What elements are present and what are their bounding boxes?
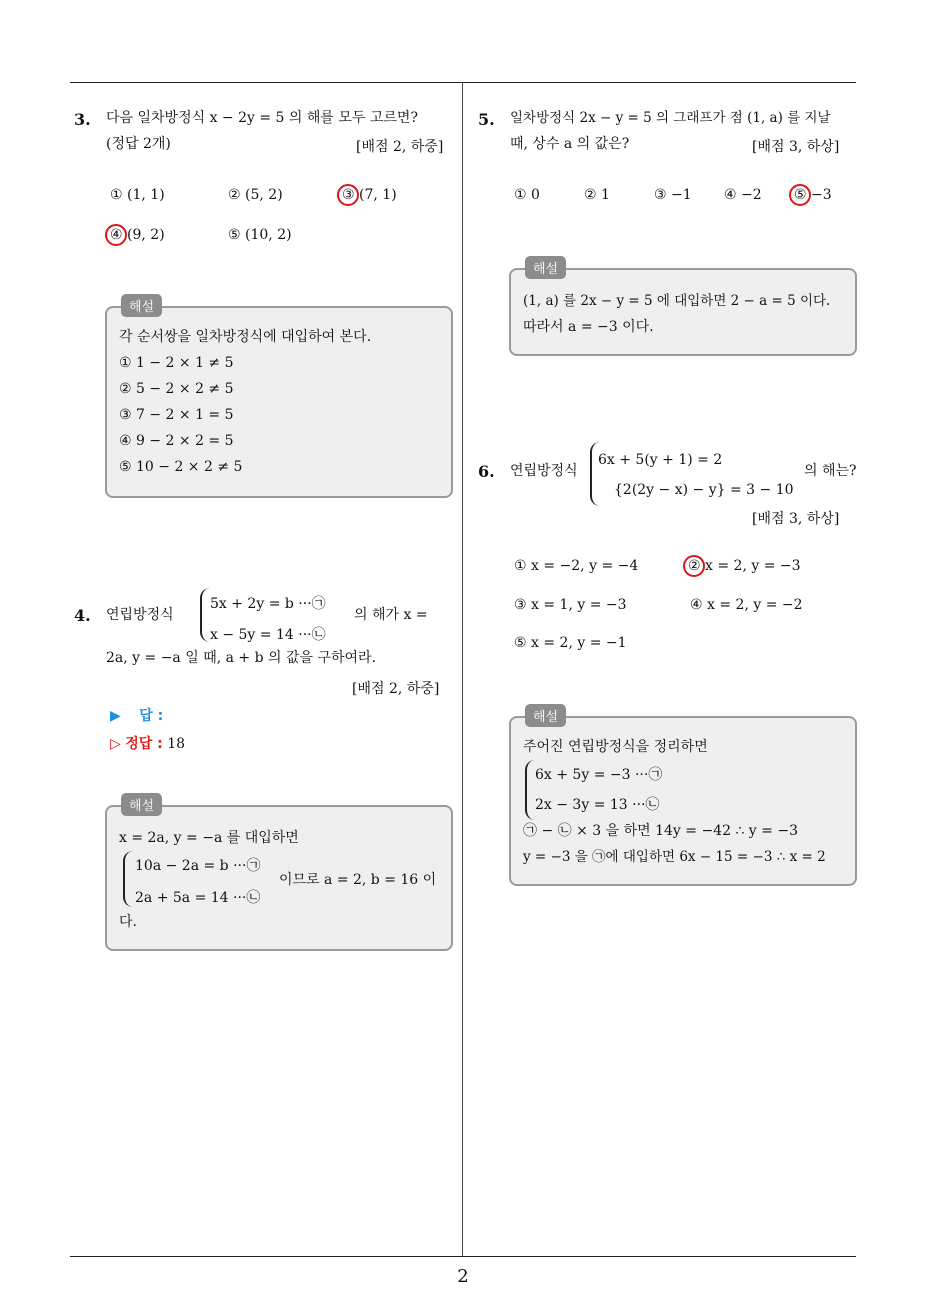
option-2[interactable]: ② (5, 2) — [228, 187, 283, 203]
question-text: 때, 상수 a 의 값은? — [510, 136, 630, 152]
correct-answer-circle — [789, 184, 811, 206]
solution-tag: 해설 — [525, 704, 566, 727]
correct-value: 18 — [167, 736, 186, 752]
solution-box — [105, 300, 453, 498]
answer-label: 답 : — [139, 708, 164, 724]
system-equation-1: 6x + 5(y + 1) = 2 — [598, 452, 723, 468]
correct-answer-circle — [105, 224, 127, 246]
option-5[interactable]: ⑤ −3 — [794, 187, 832, 203]
solution-tag: 해설 — [525, 256, 566, 279]
correct-answer-row — [110, 733, 185, 753]
solution-line: 이므로 a = 2, b = 16 이 — [279, 872, 437, 888]
question-number: 6. — [478, 462, 495, 481]
page-number: 2 — [457, 1266, 469, 1287]
column-divider — [462, 83, 463, 1257]
solution-box — [105, 799, 453, 951]
question-text: 일차방정식 2x − y = 5 의 그래프가 점 (1, a) 를 지날 — [510, 110, 831, 126]
question-text: 다음 일차방정식 x − 2y = 5 의 해를 모두 고르면? — [106, 110, 418, 126]
solution-line: ㉠ − ㉡ × 3 을 하면 14y = −42 ∴ y = −3 — [523, 823, 798, 839]
option-2[interactable]: ② x = 2, y = −3 — [688, 558, 801, 574]
source-tag: [배점 2, 하중] — [356, 139, 444, 155]
solution-equation-2: 2x − 3y = 13 ···㉡ — [535, 797, 660, 813]
solution-line: ② 5 − 2 × 2 ≠ 5 — [119, 381, 234, 397]
system-brace — [123, 851, 133, 907]
question-note: (정답 2개) — [106, 136, 171, 152]
question-number: 4. — [74, 606, 91, 625]
option-3[interactable]: ③ −1 — [654, 187, 692, 203]
system-brace — [525, 760, 535, 820]
solution-equation-2: 2a + 5a = 14 ···㉡ — [135, 890, 261, 906]
option-3[interactable]: ③ (7, 1) — [342, 187, 397, 203]
solution-equation-1: 6x + 5y = −3 ···㉠ — [535, 767, 663, 783]
option-5[interactable]: ⑤ (10, 2) — [228, 227, 292, 243]
top-rule — [70, 82, 856, 83]
solution-line: ③ 7 − 2 × 1 = 5 — [119, 407, 234, 423]
solution-tag: 해설 — [121, 793, 162, 816]
solution-equation-1: 10a − 2a = b ···㉠ — [135, 858, 261, 874]
play-outline-icon: ▷ — [110, 736, 121, 752]
solution-line: x = 2a, y = −a 를 대입하면 — [119, 830, 299, 846]
option-2[interactable]: ② 1 — [584, 187, 610, 203]
option-4[interactable]: ④ (9, 2) — [110, 227, 165, 243]
option-1[interactable]: ① 0 — [514, 187, 540, 203]
option-3[interactable]: ③ x = 1, y = −3 — [514, 597, 627, 613]
solution-line: y = −3 을 ㉠에 대입하면 6x − 15 = −3 ∴ x = 2 — [523, 849, 826, 865]
system-equation-2: {2(2y − x) − y} = 3 − 10 — [614, 482, 794, 498]
solution-line: 다. — [119, 914, 137, 930]
correct-answer-circle — [683, 555, 705, 577]
source-tag: [배점 3, 하상] — [752, 511, 840, 527]
source-tag: [배점 2, 하중] — [352, 681, 440, 697]
solution-tag: 해설 — [121, 294, 162, 317]
system-equation-1: 5x + 2y = b ···㉠ — [210, 596, 326, 612]
answer-row — [110, 705, 163, 725]
correct-label: 정답 : — [125, 736, 163, 752]
question-number: 5. — [478, 110, 495, 129]
solution-line: ⑤ 10 − 2 × 2 ≠ 5 — [119, 459, 243, 475]
solution-line: 따라서 a = −3 이다. — [523, 319, 654, 335]
source-tag: [배점 3, 하상] — [752, 139, 840, 155]
question-text: 2a, y = −a 일 때, a + b 의 값을 구하여라. — [106, 650, 377, 666]
option-4[interactable]: ④ x = 2, y = −2 — [690, 597, 803, 613]
solution-line: ④ 9 − 2 × 2 = 5 — [119, 433, 234, 449]
question-text: 의 해는? — [804, 463, 857, 479]
option-4[interactable]: ④ −2 — [724, 187, 762, 203]
bottom-rule — [70, 1256, 856, 1257]
option-1[interactable]: ① (1, 1) — [110, 187, 165, 203]
solution-line: 주어진 연립방정식을 정리하면 — [523, 739, 708, 755]
option-1[interactable]: ① x = −2, y = −4 — [514, 558, 639, 574]
question-lead: 연립방정식 — [106, 607, 174, 623]
play-icon: ▶ — [110, 708, 121, 724]
question-number: 3. — [74, 110, 91, 129]
correct-answer-circle — [337, 184, 359, 206]
solution-box — [509, 710, 857, 886]
solution-line: ① 1 − 2 × 1 ≠ 5 — [119, 355, 234, 371]
system-equation-2: x − 5y = 14 ···㉡ — [210, 627, 326, 643]
option-5[interactable]: ⑤ x = 2, y = −1 — [514, 635, 627, 651]
question-lead: 연립방정식 — [510, 463, 578, 479]
question-text: 의 해가 x = — [354, 607, 428, 623]
solution-line: (1, a) 를 2x − y = 5 에 대입하면 2 − a = 5 이다. — [523, 293, 831, 309]
solution-line: 각 순서쌍을 일차방정식에 대입하여 본다. — [119, 329, 372, 345]
system-brace — [200, 588, 210, 642]
solution-box — [509, 262, 857, 356]
